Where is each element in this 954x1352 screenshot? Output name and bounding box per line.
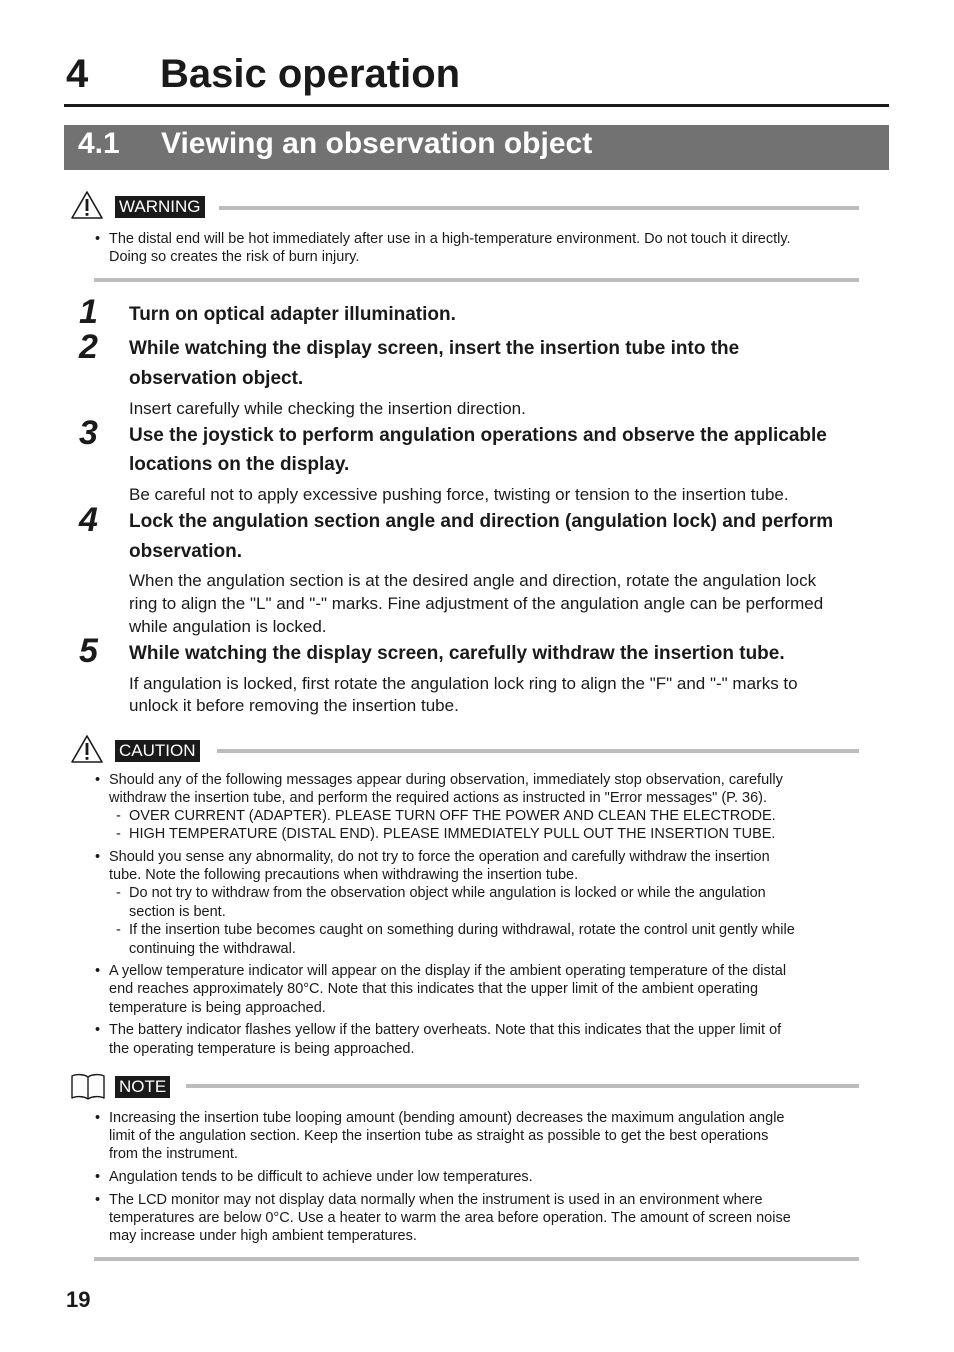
step-description: When the angulation section is at the desired angle and direction, rotate the angulation lock (129, 571, 817, 590)
caution-sub-line: OVER CURRENT (ADAPTER). PLEASE TURN OFF THE POWER AND CLEAN THE ELECTRODE. (129, 808, 776, 824)
caution-bullet-line: tube. Note the following precautions when withdrawing the insertion tube. (109, 867, 579, 883)
section-number: 4.1 (78, 127, 120, 160)
step-heading: locations on the display. (129, 454, 350, 475)
note-bullet-line: temperatures are below 0°C. Use a heater to warm the area before operation. The amount of screen noise (109, 1210, 791, 1226)
chapter-title: Basic operation (160, 52, 461, 96)
step-heading: Turn on optical adapter illumination. (129, 304, 456, 325)
note-bottom-rule (94, 1257, 859, 1261)
caution-triangle-icon (70, 734, 104, 764)
note-bullet-line: The LCD monitor may not display data normally when the instrument is used in an environment where (109, 1192, 763, 1208)
caution-bullet-line: temperature is being approached. (109, 1000, 326, 1016)
caution-sub-line: HIGH TEMPERATURE (DISTAL END). PLEASE IMMEDIATELY PULL OUT THE INSERTION TUBE. (129, 826, 776, 842)
step-heading: While watching the display screen, insert the insertion tube into the (129, 338, 740, 359)
step-description: Insert carefully while checking the insertion direction. (129, 399, 526, 418)
caution-bullet-line: The battery indicator flashes yellow if the battery overheats. Note that this indicates that the upper limit of (109, 1022, 782, 1038)
step-heading: observation object. (129, 368, 304, 389)
caution-sub-line: If the insertion tube becomes caught on something during withdrawal, rotate the control unit gently while (129, 922, 795, 938)
note-top-rule (186, 1084, 859, 1088)
caution-sub-line: continuing the withdrawal. (129, 941, 296, 957)
caution-sub-line: Do not try to withdraw from the observation object while angulation is locked or while the angulation (129, 885, 766, 901)
note-bullet-line: Increasing the insertion tube looping amount (bending amount) decreases the maximum angulation angle (109, 1110, 785, 1126)
note-bullet-line: from the instrument. (109, 1146, 238, 1162)
warning-top-rule (219, 206, 859, 210)
caution-bullet-dot: • (95, 849, 101, 865)
step-heading: Lock the angulation section angle and direction (angulation lock) and perform (129, 511, 834, 532)
caution-bullet-line: A yellow temperature indicator will appear on the display if the ambient operating temperature of the distal (109, 963, 787, 979)
step-number: 2 (79, 328, 98, 366)
caution-sub-dash: - (116, 922, 121, 938)
chapter-rule (64, 104, 889, 107)
caution-bullet-line: Should any of the following messages appear during observation, immediately stop observation, carefully (109, 772, 783, 788)
step-description: Be careful not to apply excessive pushing force, twisting or tension to the insertion tube. (129, 485, 789, 504)
step-description: ring to align the "L" and "-" marks. Fine adjustment of the angulation angle can be performed (129, 594, 824, 613)
warning-bullet-line: Doing so creates the risk of burn injury. (109, 249, 360, 265)
note-bullet-dot: • (95, 1110, 101, 1126)
step-heading: While watching the display screen, carefully withdraw the insertion tube. (129, 643, 785, 664)
caution-bullet-dot: • (95, 963, 101, 979)
caution-bullet-line: withdraw the insertion tube, and perform the required actions as instructed in "Error messages" (P. 36). (109, 790, 768, 806)
chapter-number: 4 (66, 52, 89, 96)
note-bullet-line: limit of the angulation section. Keep the insertion tube as straight as possible to get the best operations (109, 1128, 769, 1144)
section-title: Viewing an observation object (161, 127, 593, 160)
step-number: 4 (79, 501, 98, 539)
caution-bullet-line: Should you sense any abnormality, do not try to force the operation and carefully withdraw the insertion (109, 849, 770, 865)
page-number: 19 (66, 1287, 91, 1312)
book-icon (70, 1073, 106, 1101)
step-number: 3 (79, 414, 98, 452)
caution-sub-dash: - (116, 808, 121, 824)
step-heading: observation. (129, 541, 242, 562)
caution-top-rule (217, 749, 859, 753)
warning-bullet-dot: • (95, 231, 101, 247)
caution-label: CAUTION (115, 740, 200, 762)
note-bullet-dot: • (95, 1169, 101, 1185)
step-heading: Use the joystick to perform angulation operations and observe the applicable (129, 425, 827, 446)
step-description: If angulation is locked, first rotate the angulation lock ring to align the "F" and "-" marks to (129, 674, 798, 693)
warning-label: WARNING (115, 196, 205, 218)
caution-bullet-dot: • (95, 772, 101, 788)
caution-sub-dash: - (116, 885, 121, 901)
warning-triangle-icon (70, 190, 104, 220)
caution-sub-line: section is bent. (129, 904, 226, 920)
note-bullet-line: may increase under high ambient temperatures. (109, 1228, 417, 1244)
note-bullet-dot: • (95, 1192, 101, 1208)
warning-bottom-rule (94, 278, 859, 282)
step-number: 1 (79, 293, 98, 331)
step-number: 5 (79, 632, 98, 670)
note-label: NOTE (115, 1076, 170, 1098)
warning-bullet-line: The distal end will be hot immediately after use in a high-temperature environment. Do not touch it directly. (109, 231, 791, 247)
caution-bullet-line: end reaches approximately 80°C. Note that this indicates that the upper limit of the ambient operating (109, 981, 759, 997)
caution-bullet-dot: • (95, 1022, 101, 1038)
caution-bullet-line: the operating temperature is being approached. (109, 1041, 415, 1057)
step-description: unlock it before removing the insertion tube. (129, 696, 459, 715)
note-bullet-line: Angulation tends to be difficult to achieve under low temperatures. (109, 1169, 533, 1185)
caution-sub-dash: - (116, 826, 121, 842)
step-description: while angulation is locked. (129, 617, 327, 636)
